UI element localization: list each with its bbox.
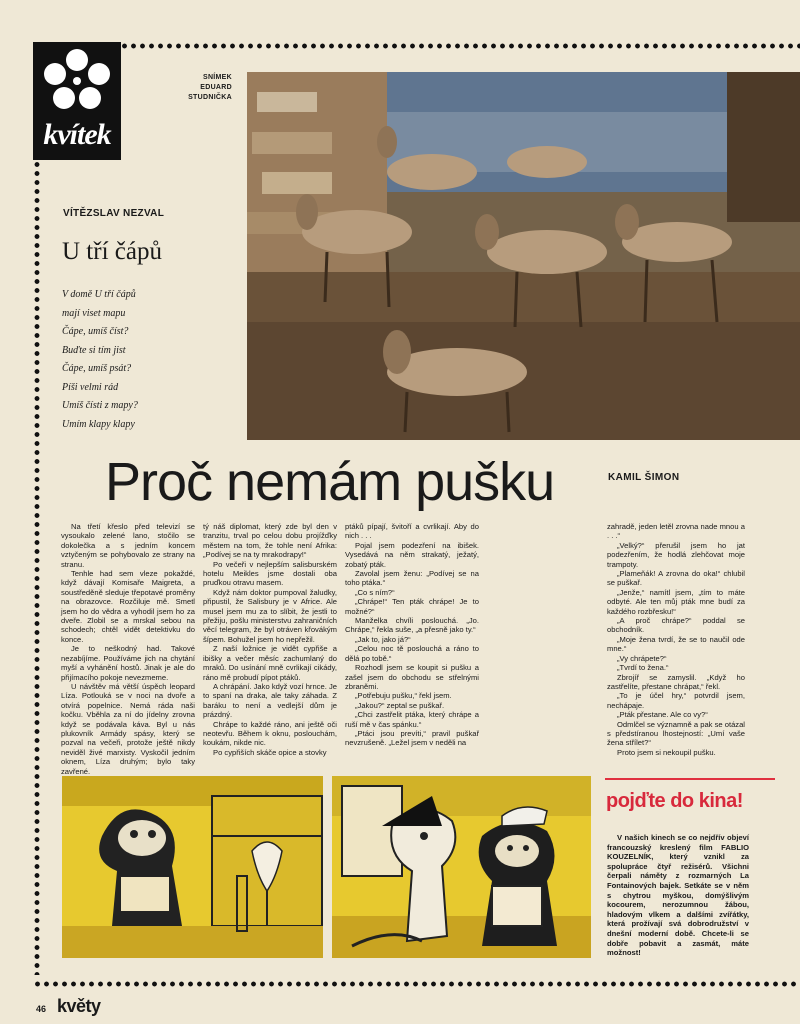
paragraph: „A proč chrápe?“ poddal se obchodník. [607, 616, 745, 635]
paragraph: tý náš diplomat, který zde byl den v tranzitu, trval po celou dobu projížďky městem na tom, že tohle není Afrika: „Podívej se na ty mrakodrapy!“ [203, 522, 337, 560]
paragraph: Tenhle had sem vleze pokaždé, když dávají Komisaře Maigreta, a soustředěně sleduje třepotavé proměny na obrazovce. Rozčiluje mě. Smetl jsem ho do vědra a vyhodil jsem ho za dveře. Zlobil se a mrskal sebou na schodech; chtěl vidět detektivku do konce. [61, 569, 195, 644]
poem-line: Umíš čísti z mapy? [62, 400, 138, 411]
article-headline: Proč nemám pušku [105, 452, 555, 512]
paragraph: Když nám doktor pumpoval žaludky, připustil, že Salisbury je v Africe. Ale musel jsem mu za to slíbit, že jestli to přežiju, pošlu ministerstvu zahraničních věcí telegram, že byl otráven křovákým šípem. Bohužel jsem ho nepřežil. [203, 587, 337, 644]
cartoon-still-cat [62, 776, 323, 958]
cinema-paragraph: V našich kinech se co nejdřív objeví francouzský kreslený film FABLIO KOUZELNÍK, který vznikl za spolupráce čtyř režisérů. Všichni čerpali náměty z rozmarných La Fontainových bajek. Setkáte se v něm s chytrou myškou, domýšlivým kocourem, nerozumnou žábou, hladovým vlkem a dalšími zvířátky, která prožívají svá dobrodružství v dnešní moderní době. Chcete-li se dobře pobavit a zasmát, máte možnost! [607, 833, 749, 958]
article-column-4 [607, 522, 745, 757]
flower-icon [39, 46, 115, 116]
cinema-rule [605, 778, 775, 780]
kvitek-logo [33, 42, 121, 160]
poem-author: VÍTĚZSLAV NEZVAL [63, 208, 165, 219]
dotted-border-top [120, 42, 800, 50]
poem-text [62, 286, 242, 434]
deer-photo [247, 72, 800, 440]
paragraph: Proto jsem si nekoupil pušku. [617, 747, 716, 757]
article-column-2 [203, 522, 337, 757]
paragraph: „Chrápe!“ Ten pták chrápe! Je to možné?“ [345, 597, 479, 616]
article-column-3 [345, 522, 479, 748]
magazine-name: květy [57, 996, 101, 1016]
paragraph: „Moje žena tvrdí, že se to naučil ode mne.“ [607, 634, 745, 654]
poem-line: Umím klapy klapy [62, 418, 135, 430]
paragraph: „Jak to, jako já?“ [355, 634, 411, 644]
poem-line: Čápe, umíš psát? [62, 363, 132, 374]
dotted-border-left [33, 160, 41, 975]
paragraph: Manželka chvíli poslouchá. „Jo. Chrápe,“ řekla suše, „a přesně jako ty.“ [345, 616, 479, 635]
paragraph: Chrápe to každé ráno, ani ještě oči neotevřu. Během k oknu, poslouchám, koukám, nikde nic. [203, 719, 337, 748]
paragraph: U návštěv má větší úspěch leopard Líza. Potlouká se v noci na dvoře a otvírá popelnice. Nemá ráda naši kočku. Vběhla za ní do jídelny zrovna když se podávala káva. Byl u nás plukovník Armády spásy, který se pozval na večeři, protože ještě nikdy neviděl živé marxisty. Vyskočil jedním oknem, Líza druhým; bylo taky zavřené. [61, 681, 195, 776]
paragraph: „Pták přestane. Ale co vy?“ [617, 710, 708, 720]
paragraph: Z naší ložnice je vidět cypřiše a ibišky a večer měsíc zachumlaný do mraků. Do usínání mně cvrlikají cikády, ráno mě probudí pípot ptáků. [203, 644, 337, 682]
paragraph: „Potřebuju pušku,“ řekl jsem. [355, 691, 452, 701]
paragraph: Po cypřiších skáče opice a stovky [213, 747, 327, 757]
cartoon-still-fox [332, 776, 591, 958]
page-number: 46 [36, 1004, 47, 1014]
photo-credit: SNÍMEK EDUARD STUDNIČKA [188, 74, 232, 101]
paragraph: Rozhodl jsem se koupit si pušku a zašel jsem do obchodu se střelnými zbraněmi. [345, 663, 479, 691]
paragraph: „Tvrdí to žena.“ [617, 663, 669, 673]
paragraph: „Plameňák! A zrovna do oka!“ chlubil se puškař. [607, 569, 745, 588]
paragraph: A chrápání. Jako když vozí hrnce. Je to spaní na draka, ale taky záhada. Z baráku to není a vedlejší dům je prázdný. [203, 681, 337, 720]
article-author: KAMIL ŠIMON [608, 472, 680, 483]
logo-text: kvítek [43, 118, 111, 151]
paragraph: „Celou noc tě poslouchá a ráno to dělá po tobě.“ [345, 644, 479, 663]
paragraph: „Chci zastřelit ptáka, který chrápe a ruší mě v čas spánku.“ [345, 710, 479, 729]
article-column-1 [61, 522, 195, 785]
paragraph: Pojal jsem podezření na ibišek. Vysedává na něm strakatý, ježatý, zobatý pták. [345, 540, 479, 569]
paragraph: Je to neškodný had. Takové nezabíjíme. Používáme jich na chytání myší a vyhánění hostů. Jinak je ale do přijímacího pokoje nevezmeme. [61, 644, 195, 682]
paragraph: „Co s ním?“ [355, 587, 395, 597]
paragraph: Zavolal jsem ženu: „Podívej se na toho ptáka.“ [345, 569, 479, 588]
paragraph: „Velký?“ přerušil jsem ho jat podezřením, že hodlá zlehčovat moje trampoty. [607, 540, 745, 569]
paragraph: Po večeři v nejlepším salisburském hotelu Meikles jsme dostali oba pruďkou otravu masem. [203, 559, 337, 588]
poem-line: Čápe, umíš číst? [62, 326, 129, 337]
paragraph: Na třetí křeslo před televizí se vysoukalo zelené lano, stočilo se dokolečka a s jedním koncem vztyčeným se pohybovalo ze strany na stranu. [61, 522, 195, 569]
paragraph: ptáků pípají, švitoří a cvrlikají. Aby do nich . . . [345, 522, 479, 541]
paragraph: „Jakou?“ zeptal se puškař. [355, 700, 445, 710]
cinema-text [607, 833, 749, 958]
poem-line: V domě U tří čápů [62, 289, 136, 300]
cinema-heading: pojďte do kina! [606, 790, 743, 812]
poem-line: Píši velmi rád [62, 381, 119, 393]
paragraph: Odmlčel se významně a pak se otázal s předstíranou lhostejností: „Umí vaše žena střílet?“ [607, 719, 745, 748]
poem-line: Buďte si tím jist [62, 344, 126, 356]
paragraph: Zbrojíř se zamyslil. „Když ho zastřelíte, přestane chrápat,“ řekl. [607, 672, 745, 691]
poem-title: U tří čápů [62, 238, 162, 265]
poem-line: mají viset mapu [62, 307, 126, 319]
paragraph: „To je účel hry,“ potvrdil jsem, nechápaje. [607, 691, 745, 710]
dotted-border-bottom [33, 980, 800, 988]
paragraph: zahradě, jeden letěl zrovna nade mnou a . . .“ [607, 522, 745, 541]
paragraph: „Jenže,“ namítl jsem, „tím to máte odbyté. Ale ten můj pták mne budí za každého rozbřesku!“ [607, 587, 745, 616]
paragraph: „Ptáci jsou prevíti,“ pravil puškař nevzrušeně. „Ležel jsem v neděli na [345, 728, 479, 748]
paragraph: „Vy chrápete?“ [617, 653, 667, 663]
